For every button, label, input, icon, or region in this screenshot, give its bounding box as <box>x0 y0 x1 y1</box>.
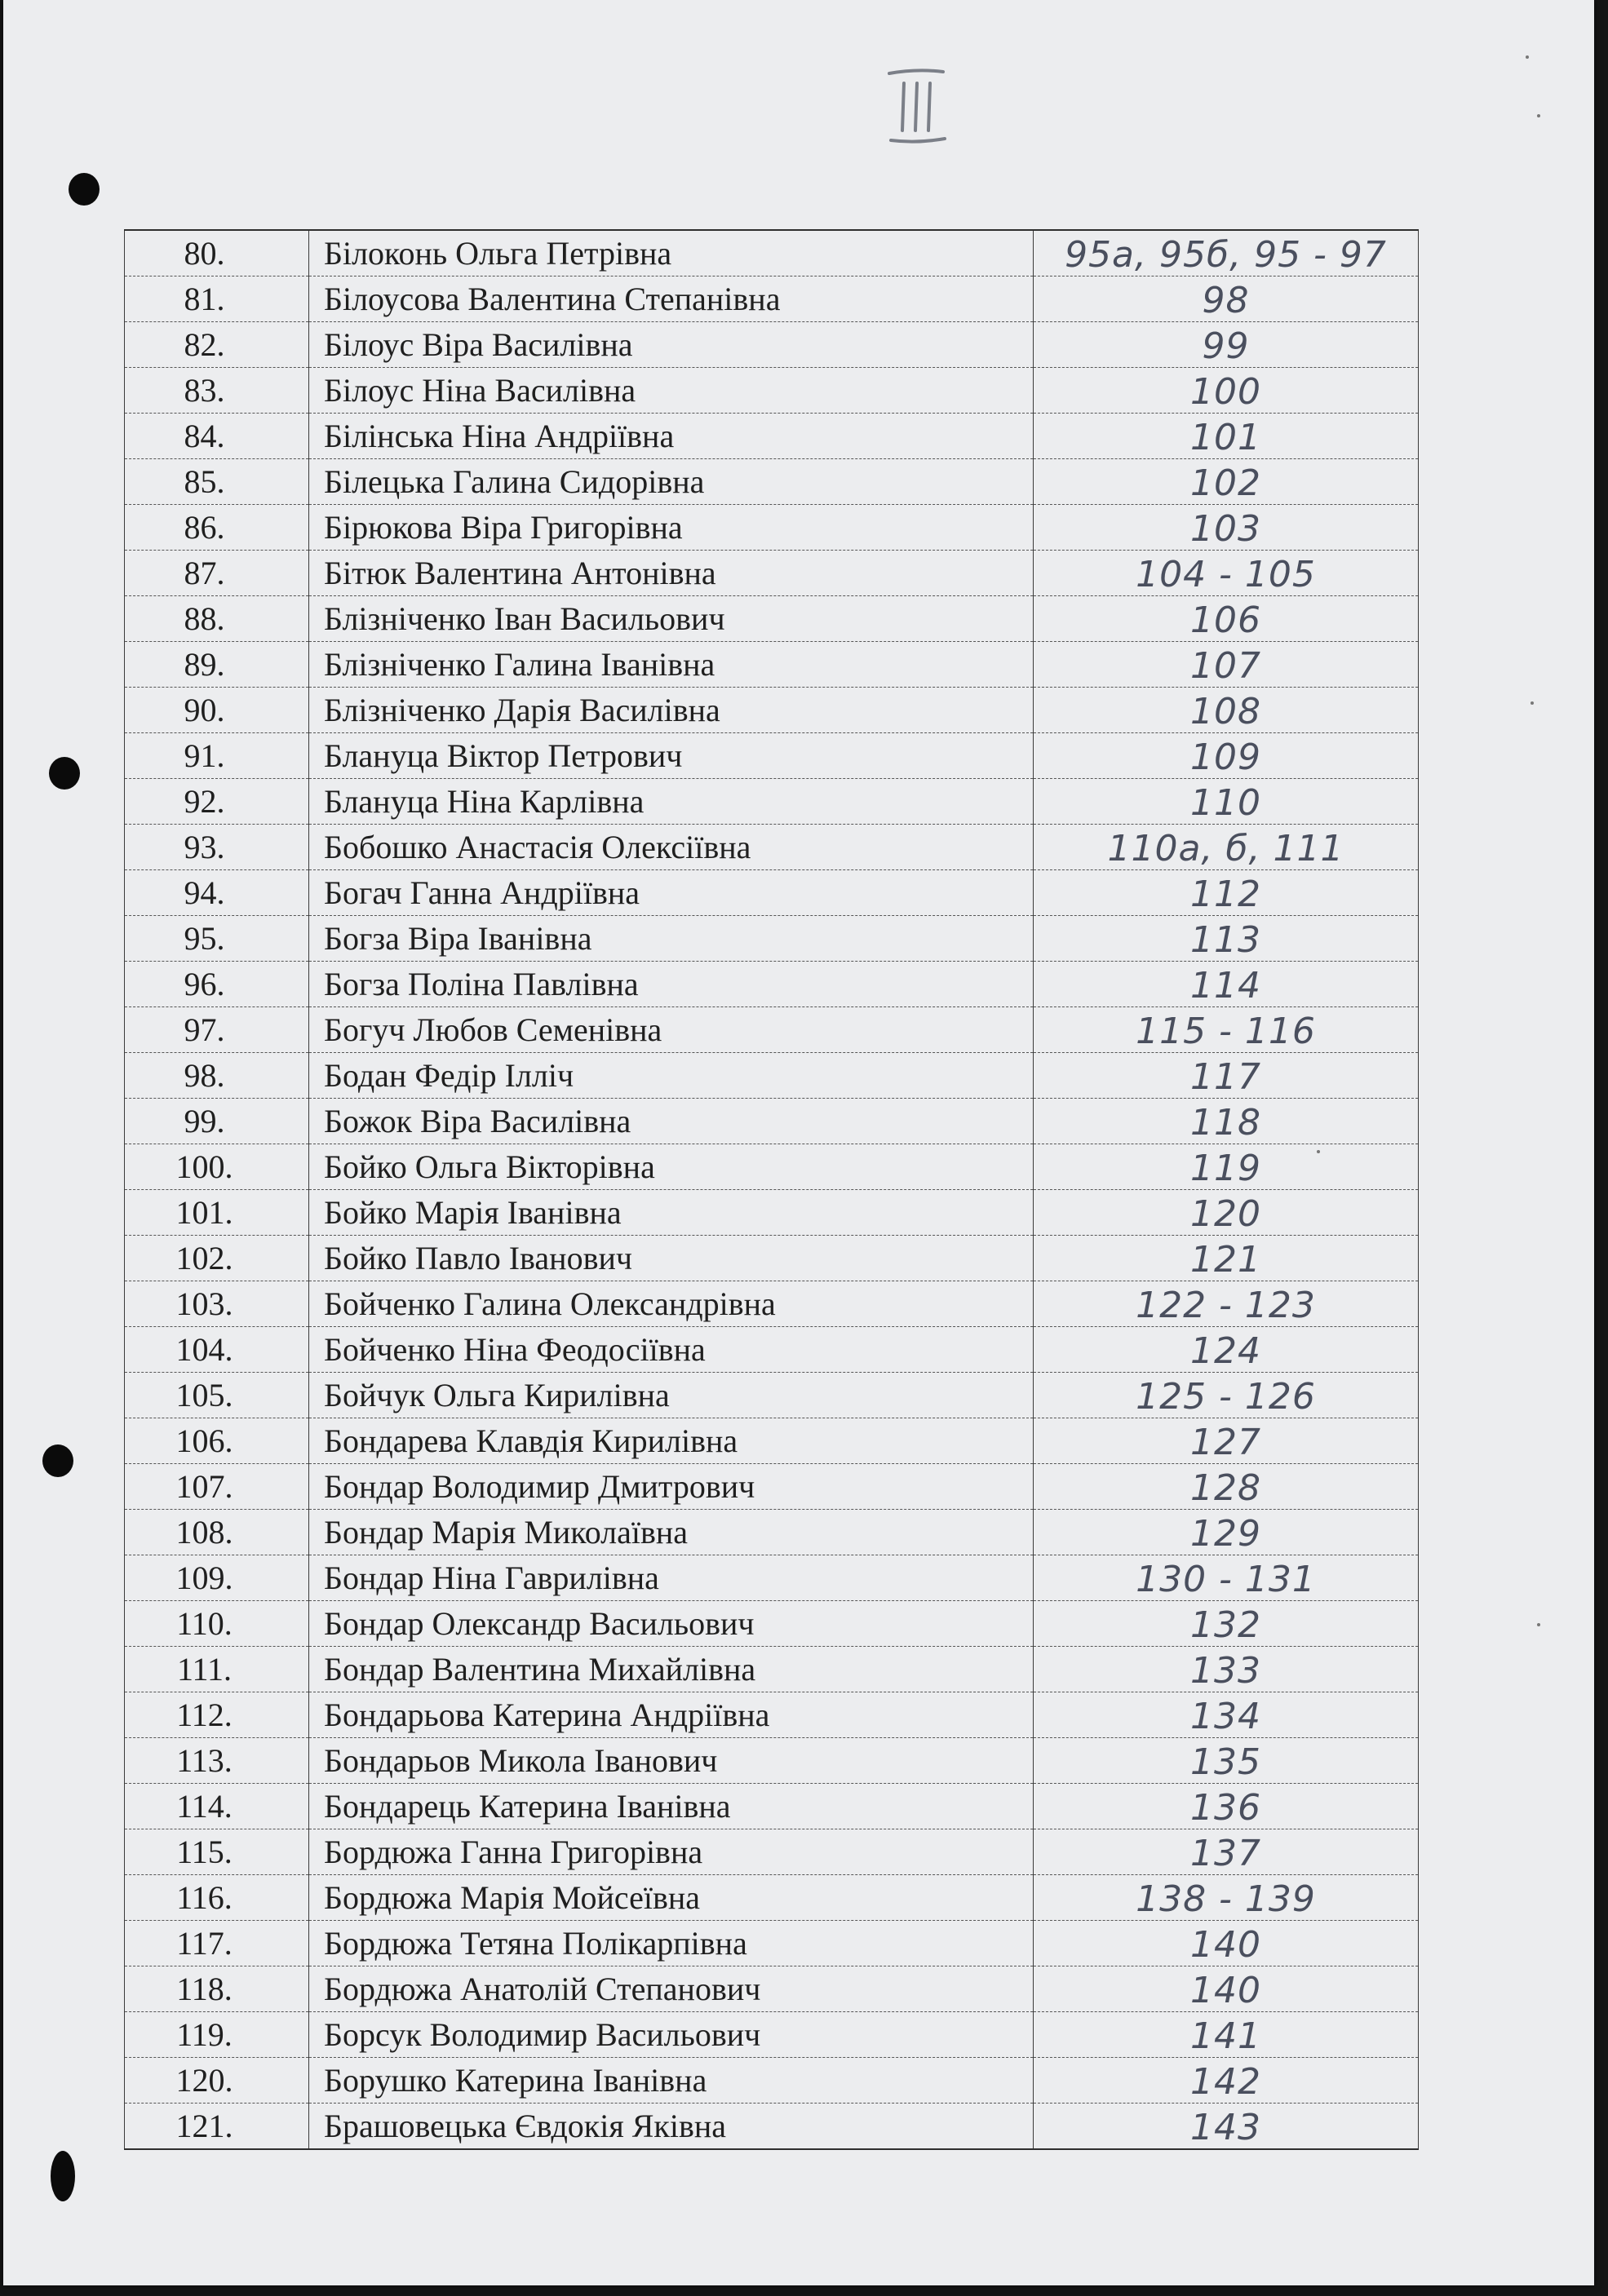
handwritten-page-numbers: 124 <box>1034 1327 1419 1373</box>
row-number: 110. <box>125 1601 309 1647</box>
row-number: 87. <box>125 551 309 596</box>
row-number: 95. <box>125 916 309 962</box>
row-number: 88. <box>125 596 309 642</box>
person-name: Бобошко Анастасія Олексіївна <box>309 825 1034 870</box>
names-table <box>124 229 1418 2150</box>
person-name: Бондар Олександр Васильович <box>309 1601 1034 1647</box>
person-name: Бойчук Ольга Кирилівна <box>309 1373 1034 1418</box>
table-row <box>125 1510 1419 1555</box>
handwritten-page-numbers: 107 <box>1034 642 1419 688</box>
person-name: Білінська Ніна Андріївна <box>309 414 1034 459</box>
row-number: 103. <box>125 1281 309 1327</box>
punch-hole <box>42 1444 73 1477</box>
row-number: 86. <box>125 505 309 551</box>
person-name: Білоус Ніна Василівна <box>309 368 1034 414</box>
table-row <box>125 1373 1419 1418</box>
row-number: 89. <box>125 642 309 688</box>
handwritten-page-numbers: 99 <box>1034 322 1419 368</box>
row-number: 90. <box>125 688 309 733</box>
table-row <box>125 1327 1419 1373</box>
person-name: Борушко Катерина Іванівна <box>309 2058 1034 2104</box>
row-number: 98. <box>125 1053 309 1099</box>
row-number: 100. <box>125 1144 309 1190</box>
person-name: Бойко Павло Іванович <box>309 1236 1034 1281</box>
table-row <box>125 1190 1419 1236</box>
person-name: Бойко Ольга Вікторівна <box>309 1144 1034 1190</box>
roman-numeral-mark <box>884 65 950 147</box>
table-row <box>125 962 1419 1007</box>
table-row <box>125 1647 1419 1692</box>
person-name: Білецька Галина Сидорівна <box>309 459 1034 505</box>
table-row <box>125 1966 1419 2012</box>
person-name: Богза Поліна Павлівна <box>309 962 1034 1007</box>
person-name: Бондар Валентина Михайлівна <box>309 1647 1034 1692</box>
person-name: Бондарець Катерина Іванівна <box>309 1784 1034 1829</box>
handwritten-page-numbers: 106 <box>1034 596 1419 642</box>
row-number: 102. <box>125 1236 309 1281</box>
handwritten-page-numbers: 108 <box>1034 688 1419 733</box>
row-number: 85. <box>125 459 309 505</box>
row-number: 119. <box>125 2012 309 2058</box>
punch-hole <box>69 173 100 206</box>
handwritten-page-numbers: 129 <box>1034 1510 1419 1555</box>
row-number: 109. <box>125 1555 309 1601</box>
person-name: Бордюжа Тетяна Полікарпівна <box>309 1921 1034 1966</box>
person-name: Бондарьов Микола Іванович <box>309 1738 1034 1784</box>
handwritten-page-numbers: 115 - 116 <box>1034 1007 1419 1053</box>
table-row <box>125 688 1419 733</box>
person-name: Бітюк Валентина Антонівна <box>309 551 1034 596</box>
row-number: 97. <box>125 1007 309 1053</box>
table-row <box>125 368 1419 414</box>
row-number: 118. <box>125 1966 309 2012</box>
row-number: 108. <box>125 1510 309 1555</box>
person-name: Блануца Віктор Петрович <box>309 733 1034 779</box>
handwritten-page-numbers: 118 <box>1034 1099 1419 1144</box>
table-row <box>125 505 1419 551</box>
table-row <box>125 2012 1419 2058</box>
punch-hole <box>49 757 80 790</box>
row-number: 84. <box>125 414 309 459</box>
row-number: 107. <box>125 1464 309 1510</box>
row-number: 111. <box>125 1647 309 1692</box>
row-number: 117. <box>125 1921 309 1966</box>
table-row <box>125 1555 1419 1601</box>
person-name: Богуч Любов Семенівна <box>309 1007 1034 1053</box>
table-row <box>125 1921 1419 1966</box>
person-name: Богач Ганна Андріївна <box>309 870 1034 916</box>
handwritten-page-numbers: 100 <box>1034 368 1419 414</box>
person-name: Бондар Володимир Дмитрович <box>309 1464 1034 1510</box>
person-name: Божок Віра Василівна <box>309 1099 1034 1144</box>
person-name: Білоконь Ольга Петрівна <box>309 230 1034 276</box>
person-name: Брашовецька Євдокія Яківна <box>309 2104 1034 2150</box>
person-name: Блізніченко Іван Васильович <box>309 596 1034 642</box>
handwritten-page-numbers: 135 <box>1034 1738 1419 1784</box>
handwritten-page-numbers: 114 <box>1034 962 1419 1007</box>
handwritten-page-numbers: 122 - 123 <box>1034 1281 1419 1327</box>
person-name: Бондарева Клавдія Кирилівна <box>309 1418 1034 1464</box>
handwritten-page-numbers: 136 <box>1034 1784 1419 1829</box>
table-row <box>125 414 1419 459</box>
table-row <box>125 2104 1419 2150</box>
row-number: 83. <box>125 368 309 414</box>
row-number: 96. <box>125 962 309 1007</box>
person-name: Бордюжа Ганна Григорівна <box>309 1829 1034 1875</box>
row-number: 121. <box>125 2104 309 2150</box>
person-name: Бондар Ніна Гаврилівна <box>309 1555 1034 1601</box>
table-row <box>125 1601 1419 1647</box>
row-number: 82. <box>125 322 309 368</box>
handwritten-page-numbers: 117 <box>1034 1053 1419 1099</box>
table-row <box>125 1053 1419 1099</box>
handwritten-page-numbers: 102 <box>1034 459 1419 505</box>
person-name: Білоус Віра Василівна <box>309 322 1034 368</box>
table-row <box>125 322 1419 368</box>
handwritten-page-numbers: 128 <box>1034 1464 1419 1510</box>
handwritten-page-numbers: 120 <box>1034 1190 1419 1236</box>
table-row <box>125 276 1419 322</box>
row-number: 115. <box>125 1829 309 1875</box>
row-number: 80. <box>125 230 309 276</box>
handwritten-page-numbers: 101 <box>1034 414 1419 459</box>
handwritten-page-numbers: 121 <box>1034 1236 1419 1281</box>
table-row <box>125 916 1419 962</box>
person-name: Борсук Володимир Васильович <box>309 2012 1034 2058</box>
handwritten-page-numbers: 143 <box>1034 2104 1419 2150</box>
table-row <box>125 642 1419 688</box>
table-row <box>125 1464 1419 1510</box>
row-number: 112. <box>125 1692 309 1738</box>
speck <box>1537 114 1540 117</box>
row-number: 114. <box>125 1784 309 1829</box>
row-number: 106. <box>125 1418 309 1464</box>
handwritten-page-numbers: 130 - 131 <box>1034 1555 1419 1601</box>
person-name: Блізніченко Дарія Василівна <box>309 688 1034 733</box>
punch-hole <box>51 2151 75 2201</box>
person-name: Бойченко Ніна Феодосіївна <box>309 1327 1034 1373</box>
table-row <box>125 2058 1419 2104</box>
person-name: Богза Віра Іванівна <box>309 916 1034 962</box>
handwritten-page-numbers: 137 <box>1034 1829 1419 1875</box>
handwritten-page-numbers: 141 <box>1034 2012 1419 2058</box>
person-name: Бондар Марія Миколаївна <box>309 1510 1034 1555</box>
speck <box>1526 55 1529 59</box>
row-number: 92. <box>125 779 309 825</box>
row-number: 94. <box>125 870 309 916</box>
person-name: Бірюкова Віра Григорівна <box>309 505 1034 551</box>
table-row <box>125 1829 1419 1875</box>
table-row <box>125 1281 1419 1327</box>
table-row <box>125 1418 1419 1464</box>
handwritten-page-numbers: 104 - 105 <box>1034 551 1419 596</box>
handwritten-page-numbers: 109 <box>1034 733 1419 779</box>
table-row <box>125 1236 1419 1281</box>
handwritten-page-numbers: 134 <box>1034 1692 1419 1738</box>
table-row <box>125 551 1419 596</box>
handwritten-page-numbers: 132 <box>1034 1601 1419 1647</box>
person-name: Бойко Марія Іванівна <box>309 1190 1034 1236</box>
table-row <box>125 1007 1419 1053</box>
table-row <box>125 596 1419 642</box>
table-row <box>125 1099 1419 1144</box>
handwritten-page-numbers: 103 <box>1034 505 1419 551</box>
table-row <box>125 733 1419 779</box>
row-number: 93. <box>125 825 309 870</box>
table-row <box>125 459 1419 505</box>
row-number: 105. <box>125 1373 309 1418</box>
table-row <box>125 825 1419 870</box>
speck <box>1537 1623 1540 1626</box>
row-number: 113. <box>125 1738 309 1784</box>
handwritten-page-numbers: 133 <box>1034 1647 1419 1692</box>
row-number: 81. <box>125 276 309 322</box>
table-row <box>125 779 1419 825</box>
table-row <box>125 1875 1419 1921</box>
handwritten-page-numbers: 95а, 95б, 95 - 97 <box>1034 230 1419 276</box>
handwritten-page-numbers: 112 <box>1034 870 1419 916</box>
row-number: 116. <box>125 1875 309 1921</box>
table-row <box>125 230 1419 276</box>
person-name: Бодан Федір Ілліч <box>309 1053 1034 1099</box>
handwritten-page-numbers: 127 <box>1034 1418 1419 1464</box>
handwritten-page-numbers: 125 - 126 <box>1034 1373 1419 1418</box>
row-number: 99. <box>125 1099 309 1144</box>
handwritten-page-numbers: 98 <box>1034 276 1419 322</box>
speck <box>1530 701 1534 705</box>
row-number: 101. <box>125 1190 309 1236</box>
person-name: Бондарьова Катерина Андріївна <box>309 1692 1034 1738</box>
handwritten-page-numbers: 138 - 139 <box>1034 1875 1419 1921</box>
person-name: Бордюжа Анатолій Степанович <box>309 1966 1034 2012</box>
handwritten-page-numbers: 110 <box>1034 779 1419 825</box>
person-name: Бойченко Галина Олександрівна <box>309 1281 1034 1327</box>
person-name: Блануца Ніна Карлівна <box>309 779 1034 825</box>
document-page <box>3 0 1594 2285</box>
table-row <box>125 1738 1419 1784</box>
row-number: 120. <box>125 2058 309 2104</box>
person-name: Бордюжа Марія Мойсеївна <box>309 1875 1034 1921</box>
table-row <box>125 870 1419 916</box>
handwritten-page-numbers: 113 <box>1034 916 1419 962</box>
handwritten-page-numbers: 110а, б, 111 <box>1034 825 1419 870</box>
handwritten-page-numbers: 140 <box>1034 1966 1419 2012</box>
speck <box>1317 1150 1320 1153</box>
row-number: 104. <box>125 1327 309 1373</box>
handwritten-page-numbers: 142 <box>1034 2058 1419 2104</box>
table-row <box>125 1784 1419 1829</box>
handwritten-page-numbers: 140 <box>1034 1921 1419 1966</box>
table-row <box>125 1144 1419 1190</box>
handwritten-page-numbers: 119 <box>1034 1144 1419 1190</box>
person-name: Блізніченко Галина Іванівна <box>309 642 1034 688</box>
row-number: 91. <box>125 733 309 779</box>
table-row <box>125 1692 1419 1738</box>
person-name: Білоусова Валентина Степанівна <box>309 276 1034 322</box>
